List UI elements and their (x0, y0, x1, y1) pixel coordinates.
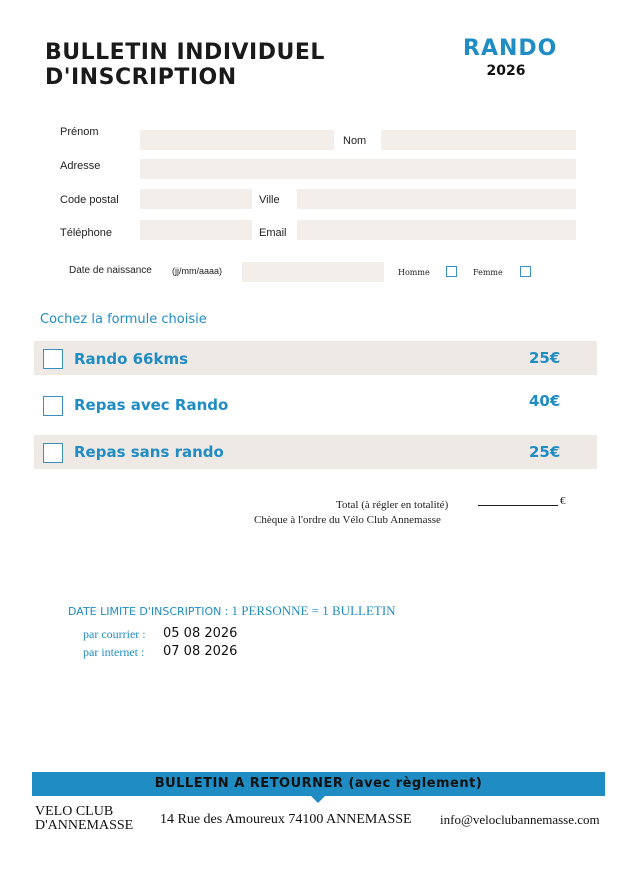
homme-checkbox[interactable] (446, 266, 457, 277)
total-line[interactable] (478, 505, 558, 506)
title-line-1: BULLETIN INDIVIDUEL (45, 40, 325, 65)
internet-label: par internet : (83, 645, 145, 659)
courrier-label: par courrier : (83, 627, 146, 641)
club-email[interactable]: info@veloclubannemasse.com (440, 812, 600, 827)
formule-heading: Cochez la formule choisie (40, 312, 207, 327)
event-year: 2026 (486, 63, 526, 79)
nom-label: Nom (343, 135, 367, 147)
email-field[interactable] (297, 220, 576, 240)
adresse-label: Adresse (60, 160, 101, 172)
telephone-field[interactable] (140, 220, 252, 240)
club-name-line-1: VELO CLUB (35, 804, 114, 819)
deadline-heading (68, 603, 396, 619)
form-title (45, 40, 325, 90)
femme-label: Femme (473, 268, 503, 277)
club-name-line-2: D'ANNEMASSE (35, 818, 134, 833)
option-repas-sans-checkbox[interactable] (43, 443, 63, 463)
option-repas-sans-price: 25€ (529, 443, 561, 461)
option-rando-price: 25€ (529, 349, 561, 367)
option-repas-avec-label: Repas avec Rando (74, 396, 229, 414)
deadline-rule: : 1 PERSONNE = 1 BULLETIN (221, 603, 396, 618)
code-postal-label: Code postal (60, 194, 119, 206)
telephone-label: Téléphone (60, 227, 112, 239)
title-line-2: D'INSCRIPTION (45, 65, 237, 90)
total-label: Total (à régler en totalité) (336, 499, 449, 511)
homme-label: Homme (398, 268, 430, 277)
prenom-field[interactable] (140, 130, 334, 150)
internet-date: 07 08 2026 (163, 644, 238, 659)
prenom-label: Prénom (60, 126, 99, 138)
option-repas-avec-checkbox[interactable] (43, 396, 63, 416)
adresse-field[interactable] (140, 159, 576, 179)
option-rando-label: Rando 66kms (74, 350, 189, 368)
date-naissance-field[interactable] (242, 262, 384, 282)
club-name (35, 805, 133, 833)
cheque-text: Chèque à l'ordre du Vélo Club Annemasse (254, 514, 441, 526)
event-name: RANDO (463, 36, 558, 61)
option-rando-checkbox[interactable] (43, 349, 63, 369)
ville-field[interactable] (297, 189, 576, 209)
footer-banner-pointer (310, 795, 326, 803)
deadline-title: DATE LIMITE D'INSCRIPTION (68, 605, 222, 618)
ville-label: Ville (259, 194, 280, 206)
option-repas-sans-label: Repas sans rando (74, 443, 224, 461)
email-label: Email (259, 227, 287, 239)
nom-field[interactable] (381, 130, 576, 150)
date-naissance-label: Date de naissance (69, 265, 152, 276)
date-format-hint: (jj/mm/aaaa) (172, 266, 223, 276)
femme-checkbox[interactable] (520, 266, 531, 277)
total-currency: € (560, 495, 566, 507)
courrier-date: 05 08 2026 (163, 626, 238, 641)
code-postal-field[interactable] (140, 189, 252, 209)
club-address: 14 Rue des Amoureux 74100 ANNEMASSE (160, 812, 412, 827)
option-repas-avec-price: 40€ (529, 392, 561, 410)
footer-banner-text: BULLETIN A RETOURNER (avec règlement) (154, 776, 483, 791)
